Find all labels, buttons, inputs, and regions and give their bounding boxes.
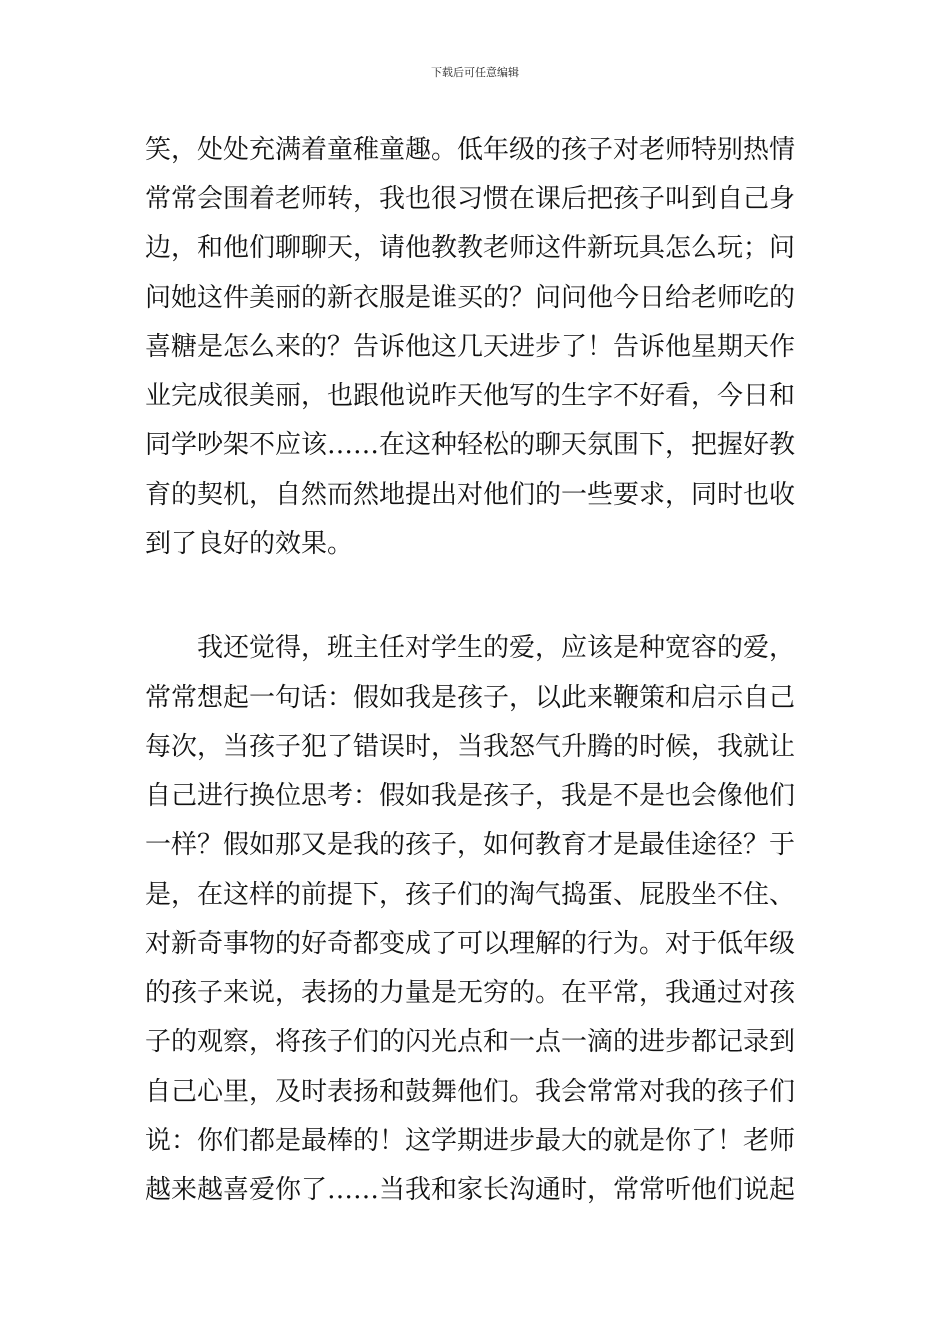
text-line: 育的契机，自然而然地提出对他们的一些要求，同时也收 bbox=[145, 480, 796, 510]
text-line: 喜糖是怎么来的？告诉他这几天进步了！告诉他星期天作 bbox=[145, 332, 796, 362]
text-line: 到了良好的效果。 bbox=[145, 529, 354, 559]
text-line: 自己进行换位思考：假如我是孩子，我是不是也会像他们 bbox=[145, 781, 796, 811]
text-line: 每次，当孩子犯了错误时，当我怒气升腾的时候，我就让 bbox=[145, 732, 796, 762]
text-line: 问她这件美丽的新衣服是谁买的？问问他今日给老师吃的 bbox=[145, 283, 796, 313]
text-line: 说：你们都是最棒的！这学期进步最大的就是你了！老师 bbox=[145, 1126, 796, 1156]
text-line: 常常想起一句话：假如我是孩子，以此来鞭策和启示自己 bbox=[145, 683, 796, 713]
text-line: 业完成很美丽，也跟他说昨天他写的生字不好看，今日和 bbox=[145, 381, 796, 411]
text-line: 常常会围着老师转，我也很习惯在课后把孩子叫到自己身 bbox=[145, 184, 796, 214]
text-line: 自己心里，及时表扬和鼓舞他们。我会常常对我的孩子们 bbox=[145, 1077, 796, 1107]
text-line: 的孩子来说，表扬的力量是无穷的。在平常，我通过对孩 bbox=[145, 978, 796, 1008]
text-line: 边，和他们聊聊天，请他教教老师这件新玩具怎么玩；问 bbox=[145, 233, 796, 263]
text-line: 我还觉得，班主任对学生的爱，应该是种宽容的爱， bbox=[197, 633, 796, 663]
text-line: 是，在这样的前提下，孩子们的淘气捣蛋、屁股坐不住、 bbox=[145, 880, 796, 910]
text-line: 对新奇事物的好奇都变成了可以理解的行为。对于低年级 bbox=[145, 929, 796, 959]
text-line: 一样？假如那又是我的孩子，如何教育才是最佳途径？于 bbox=[145, 830, 796, 860]
text-line: 同学吵架不应该……在这种轻松的聊天氛围下，把握好教 bbox=[145, 430, 796, 460]
text-line: 笑，处处充满着童稚童趣。低年级的孩子对老师特别热情 bbox=[145, 135, 796, 165]
text-line: 子的观察，将孩子们的闪光点和一点一滴的进步都记录到 bbox=[145, 1027, 796, 1057]
text-line: 越来越喜爱你了……当我和家长沟通时，常常听他们说起 bbox=[145, 1175, 796, 1205]
page-header: 下载后可任意编辑 bbox=[431, 66, 519, 79]
